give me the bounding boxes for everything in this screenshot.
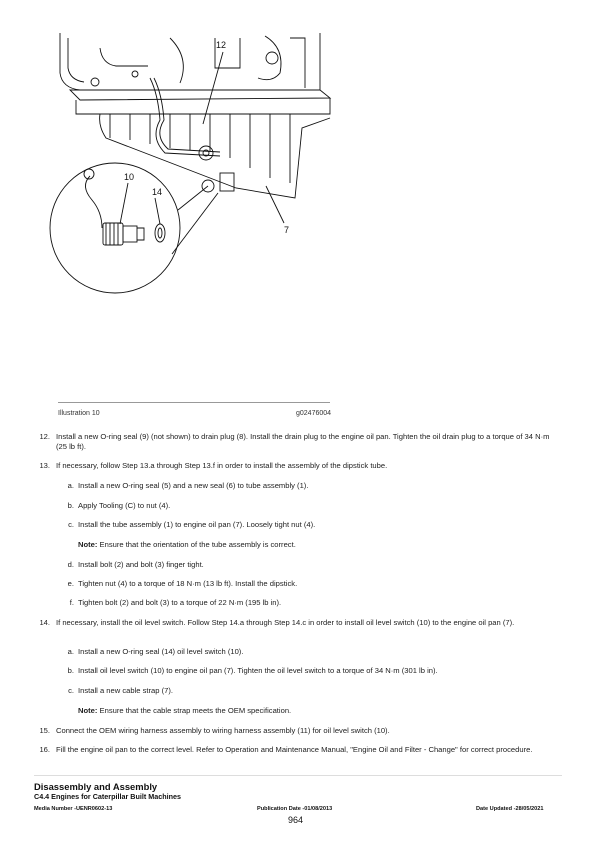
substep-letter: a. [67,647,74,656]
step-number: 14. [39,618,50,627]
callout-12: 12 [216,40,227,50]
footer-title: Disassembly and Assembly [34,781,158,792]
illustration-label: Illustration 10 [58,410,100,417]
page-number: 964 [288,815,304,825]
substep-letter: e. [67,579,74,588]
note-text: Ensure that the orientation of the tube assembly is correct. [99,540,296,549]
substep-text: Install the tube assembly (1) to engine oil pan (7). Loosely tight nut (4). [78,520,316,529]
substep-letter: b. [67,501,74,510]
substep-letter: b. [67,666,74,675]
step-number: 15. [39,726,50,735]
substep-letter: d. [67,560,74,569]
step-number: 12. [39,432,50,441]
step-text: Fill the engine oil pan to the correct level. Refer to Operation and Maintenance Manual, "Engine Oil and Filter - Change" for correct procedure. [56,745,533,754]
step-text: If necessary, follow Step 13.a through Step 13.f in order to install the assembly of the dipstick tube. [56,461,388,470]
substep-text: Install a new cable strap (7). [78,686,173,695]
substep-letter: f. [69,598,74,607]
step-number: 16. [39,745,50,754]
step-text: If necessary, install the oil level switch. Follow Step 14.a through Step 14.c in order to install oil level switch (10) to the engine oil pan (7). [56,618,515,627]
substep-text: Tighten nut (4) to a torque of 18 N·m (13 lb ft). Install the dipstick. [78,579,298,588]
callout-14: 14 [152,187,163,197]
substep-letter: c. [68,686,74,695]
figure-divider [58,402,330,403]
substep-letter: c. [68,520,74,529]
step-text: Connect the OEM wiring harness assembly to wiring harness assembly (11) for oil level switch (10). [56,726,390,735]
date-updated: Date Updated -28/05/2021 [476,806,544,812]
footer-subtitle: C4.4 Engines for Caterpillar Built Machines [34,792,181,801]
step-text: Install a new O-ring seal (9) (not shown) to drain plug (8). Install the drain plug to the engine oil pan. Tighten the oil drain plug to a torque of 34 N·m (25 lb ft). [56,432,550,451]
media-number: Media Number -UENR0602-13 [34,806,113,812]
substep-text: Tighten bolt (2) and bolt (3) to a torque of 22 N·m (195 lb in). [78,598,282,607]
footer-divider [34,775,562,776]
substep-text: Install oil level switch (10) to engine oil pan (7). Tighten the oil level switch to a torque of 34 N·m (301 lb in). [78,666,438,675]
publication-date: Publication Date -01/08/2013 [257,806,333,812]
substep-text: Install a new O-ring seal (14) oil level switch (10). [78,647,244,656]
callout-10: 10 [124,172,135,182]
step-number: 13. [39,461,50,470]
substep-text: Install a new O-ring seal (5) and a new seal (6) to tube assembly (1). [78,481,309,490]
note-cable-strap [78,706,548,716]
note-label: Note: [78,706,98,715]
callout-7: 7 [284,225,290,235]
substep-text: Apply Tooling (C) to nut (4). [78,501,171,510]
note-label: Note: [78,540,98,549]
substep-text: Install bolt (2) and bolt (3) finger tight. [78,560,204,569]
graphic-id: g02476004 [296,410,332,417]
note-tube-orientation [78,540,548,550]
note-text: Ensure that the cable strap meets the OEM specification. [99,706,292,715]
substep-letter: a. [67,481,74,490]
illustration-engine-oil-pan [40,28,340,303]
